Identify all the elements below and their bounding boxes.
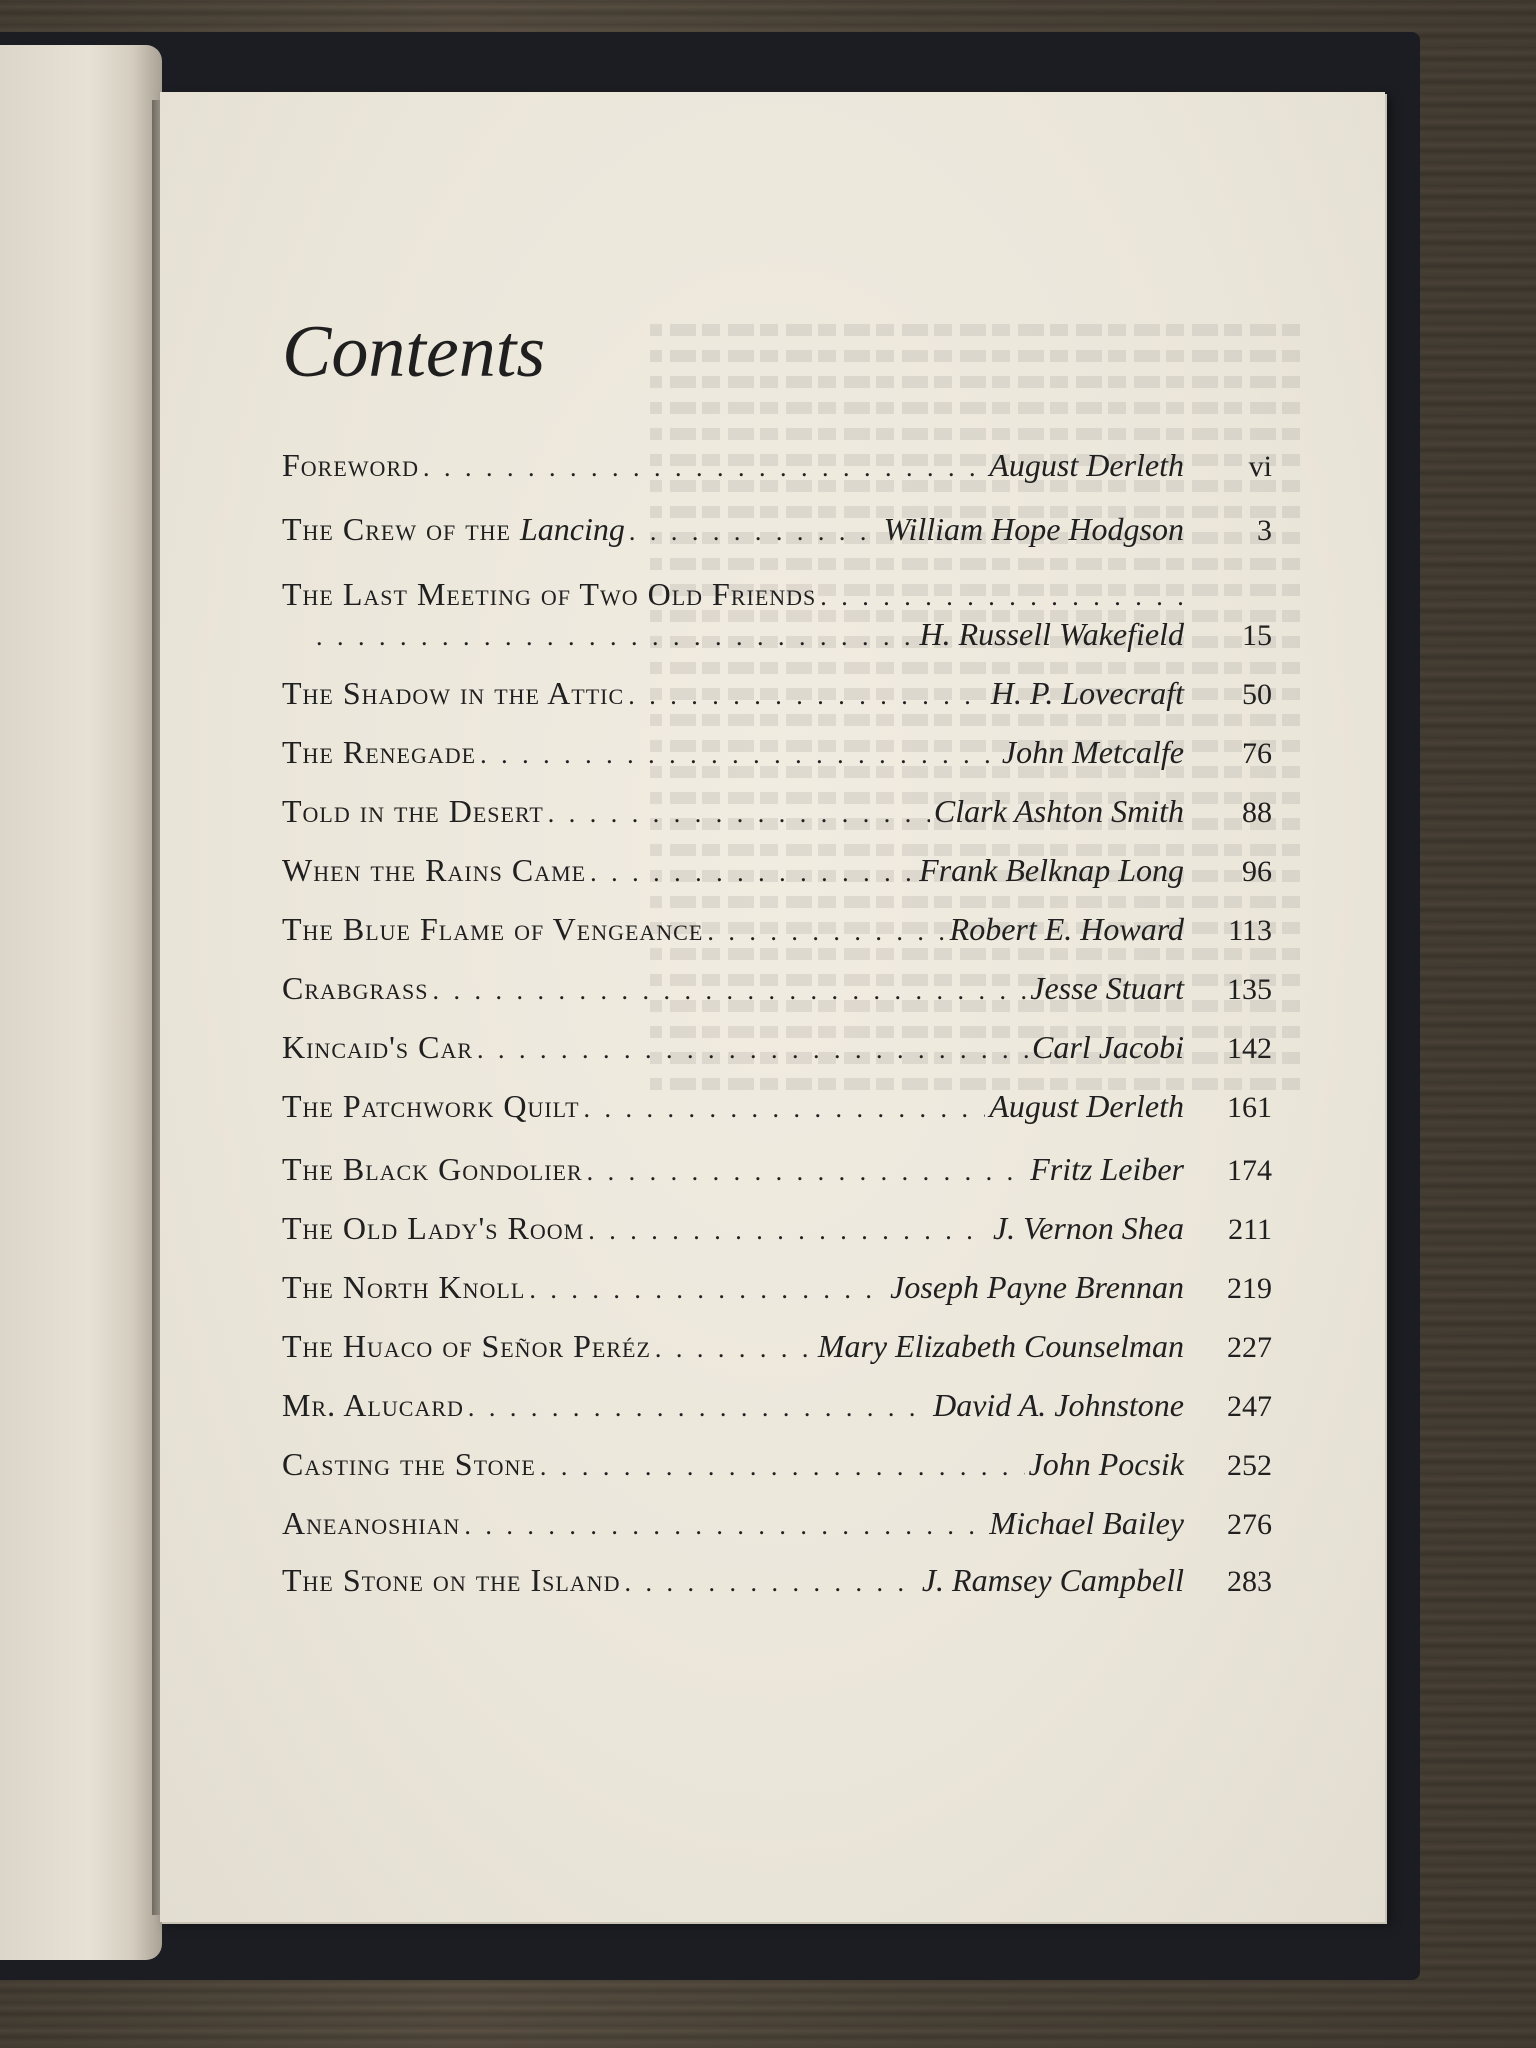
- entry-title: The Last Meeting of Two Old Friends: [282, 576, 817, 612]
- entry-title: The Shadow in the Attic: [282, 675, 625, 711]
- toc-entry: [282, 1088, 1272, 1134]
- entry-author: Carl Jacobi: [1032, 1029, 1184, 1065]
- entry-author: David A. Johnstone: [933, 1387, 1184, 1423]
- dot-leader: [477, 1035, 1028, 1065]
- dot-leader: [548, 799, 930, 829]
- dot-leader: [707, 917, 945, 947]
- dot-leader: [820, 582, 1183, 612]
- entry-title: The Huaco of Señor Peréz: [282, 1328, 651, 1364]
- toc-entry: [282, 970, 1272, 1016]
- entry-author: John Metcalfe: [1001, 734, 1184, 770]
- entry-author: Mary Elizabeth Counselman: [817, 1328, 1184, 1364]
- entry-title: Told in the Desert: [282, 793, 544, 829]
- entry-title: Mr. Alucard: [282, 1387, 464, 1423]
- entry-author: Frank Belknap Long: [919, 852, 1184, 888]
- entry-page: 76: [1242, 737, 1272, 770]
- toc-entry: [282, 1387, 1272, 1433]
- entry-title: The Renegade: [282, 734, 477, 770]
- entry-author: J. Ramsey Campbell: [921, 1562, 1184, 1598]
- toc-entry: [282, 793, 1272, 839]
- toc-entry: [282, 852, 1272, 898]
- toc-entry: [282, 734, 1272, 780]
- entry-page: 283: [1227, 1565, 1272, 1598]
- entry-page: 96: [1242, 855, 1272, 888]
- entry-author: H. P. Lovecraft: [990, 675, 1184, 711]
- entry-page: 142: [1227, 1032, 1272, 1065]
- entry-author: H. Russell Wakefield: [919, 616, 1184, 652]
- entry-author: August Derleth: [989, 1088, 1184, 1124]
- left-page-edge: [0, 45, 162, 1960]
- entry-title: Aneanoshian: [282, 1505, 461, 1541]
- dot-leader: [628, 681, 987, 711]
- entry-page: 276: [1227, 1508, 1272, 1541]
- entry-page: 161: [1227, 1091, 1272, 1124]
- entry-page: 88: [1242, 796, 1272, 829]
- dot-leader: [468, 1393, 929, 1423]
- entry-page: vi: [1248, 450, 1272, 483]
- dot-leader: [529, 1275, 886, 1305]
- entry-title: The Crew of the Lancing: [282, 511, 625, 547]
- entry-author: Jesse Stuart: [1030, 970, 1184, 1006]
- entry-page: 135: [1227, 973, 1272, 1006]
- toc-entry: [282, 1151, 1272, 1197]
- toc-entry: [282, 1269, 1272, 1315]
- dot-leader: [316, 622, 915, 652]
- toc-entry: [282, 1029, 1272, 1075]
- entry-page: 219: [1227, 1272, 1272, 1305]
- entry-page: 3: [1257, 514, 1272, 547]
- entry-title: Casting the Stone: [282, 1446, 536, 1482]
- entry-page: 247: [1227, 1390, 1272, 1423]
- dot-leader: [423, 453, 985, 483]
- entry-page: 211: [1228, 1213, 1272, 1246]
- toc-entry: [282, 1562, 1272, 1608]
- toc-entry: [282, 1505, 1272, 1551]
- dot-leader: [624, 1568, 917, 1598]
- dot-leader: [655, 1334, 814, 1364]
- entry-page: 15: [1242, 619, 1272, 652]
- toc-entry: [282, 1210, 1272, 1256]
- entry-title: The Old Lady's Room: [282, 1210, 585, 1246]
- entry-author: Joseph Payne Brennan: [890, 1269, 1184, 1305]
- entry-title: Kincaid's Car: [282, 1029, 474, 1065]
- toc-entry: [282, 1328, 1272, 1374]
- toc-entry: [282, 511, 1272, 557]
- entry-author: Fritz Leiber: [1030, 1151, 1184, 1187]
- entry-author: Clark Ashton Smith: [933, 793, 1184, 829]
- toc-entry: [282, 1446, 1272, 1492]
- dot-leader: [587, 1157, 1027, 1187]
- entry-page: 227: [1227, 1331, 1272, 1364]
- entry-page: 174: [1227, 1154, 1272, 1187]
- dot-leader: [629, 517, 880, 547]
- entry-author: J. Vernon Shea: [992, 1210, 1184, 1246]
- entry-title: Foreword: [282, 447, 420, 483]
- dot-leader: [433, 976, 1027, 1006]
- toc-entry: [282, 447, 1272, 493]
- contents-heading: Contents: [282, 311, 546, 393]
- toc-entry: [282, 675, 1272, 721]
- entry-page: 113: [1228, 914, 1272, 947]
- entry-title: The Black Gondolier: [282, 1151, 583, 1187]
- entry-title: Crabgrass: [282, 970, 429, 1006]
- entry-title: The Stone on the Island: [282, 1562, 621, 1598]
- entry-page: 252: [1227, 1449, 1272, 1482]
- entry-title: The Patchwork Quilt: [282, 1088, 580, 1124]
- entry-author: William Hope Hodgson: [883, 511, 1184, 547]
- dot-leader: [588, 1216, 989, 1246]
- entry-author: Robert E. Howard: [949, 911, 1184, 947]
- dot-leader: [590, 858, 915, 888]
- toc-entry-continuation: [312, 616, 1272, 662]
- dot-leader: [540, 1452, 1025, 1482]
- dot-leader: [584, 1094, 986, 1124]
- toc-entry: [282, 911, 1272, 957]
- entry-title: When the Rains Came: [282, 852, 587, 888]
- entry-author: Michael Bailey: [989, 1505, 1184, 1541]
- entry-title: The Blue Flame of Vengeance: [282, 911, 704, 947]
- entry-author: John Pocsik: [1028, 1446, 1184, 1482]
- entry-title: The North Knoll: [282, 1269, 526, 1305]
- dot-leader: [464, 1511, 985, 1541]
- entry-page: 50: [1242, 678, 1272, 711]
- entry-author: August Derleth: [989, 447, 1184, 483]
- dot-leader: [480, 740, 998, 770]
